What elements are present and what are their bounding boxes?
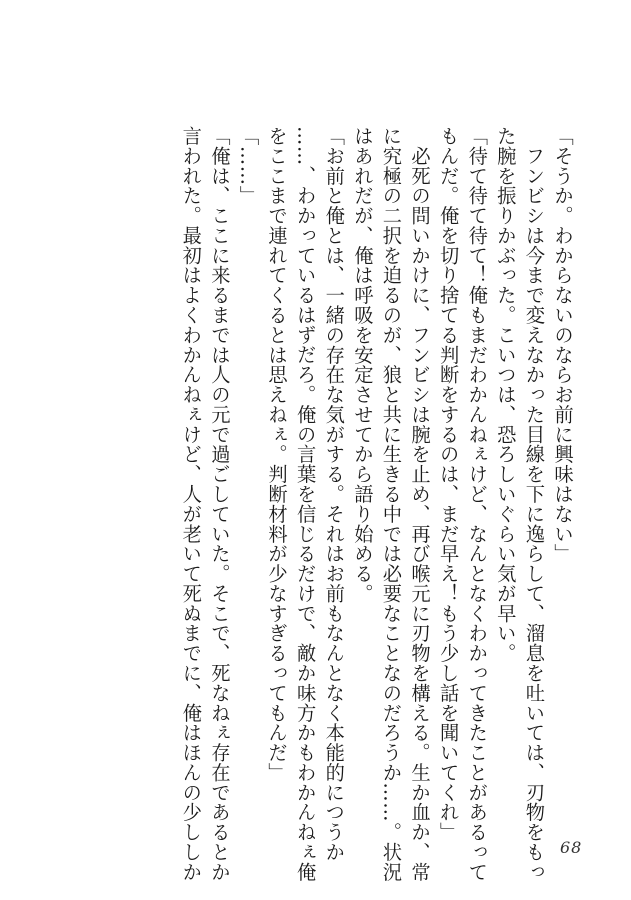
text-line: 「……」 bbox=[236, 126, 260, 206]
text-line: 必死の問いかけに、フンビシは腕を止め、再び喉元に刃物を構える。生か血か、常 bbox=[408, 126, 432, 882]
text-line: はあれだが、俺は呼吸を安定させてから語り始める。 bbox=[350, 126, 374, 604]
text-line: をここまで連れてくるとは思えねぇ。判断材料が少なすぎるってもんだ」 bbox=[265, 126, 289, 783]
text-line: フンビシは今まで変えなかった目線を下に逸らして、溜息を吐いては、刃物をもっ bbox=[522, 126, 546, 882]
text-line: ……、わかっているはずだろ。俺の言葉を信じるだけで、敵か味方かもわかんねぇ俺 bbox=[293, 126, 317, 882]
text-line: た腕を振りかぶった。こいつは、恐ろしいぐらい気が早い。 bbox=[493, 126, 517, 664]
text-line: もんだ。俺を切り捨てる判断をするのは、まだ早え！もう少し話を聞いてくれ」 bbox=[436, 126, 460, 843]
text-line: 言われた。最初はよくわかんねぇけど、人が老いて死ぬまでに、俺はほんの少ししか bbox=[179, 126, 203, 882]
text-line: 「俺は、ここに来るまでは人の元で過ごしていた。そこで、死なねぇ存在であるとか bbox=[207, 126, 231, 882]
page-number: 68 bbox=[560, 838, 583, 857]
text-line: 「待て待て待て！俺もまだわかんねぇけど、なんとなくわかってきたことがあるって bbox=[465, 126, 489, 882]
text-line: 「お前と俺とは、一緒の存在な気がする。それはお前もなんとなく本能的につうか bbox=[322, 126, 346, 862]
text-line: に究極の二択を迫るのが、狼と共に生きる中では必要なことなのだろうか……。状況 bbox=[379, 126, 403, 882]
text-line: 「そうか。わからないのならお前に興味はない」 bbox=[551, 126, 574, 564]
